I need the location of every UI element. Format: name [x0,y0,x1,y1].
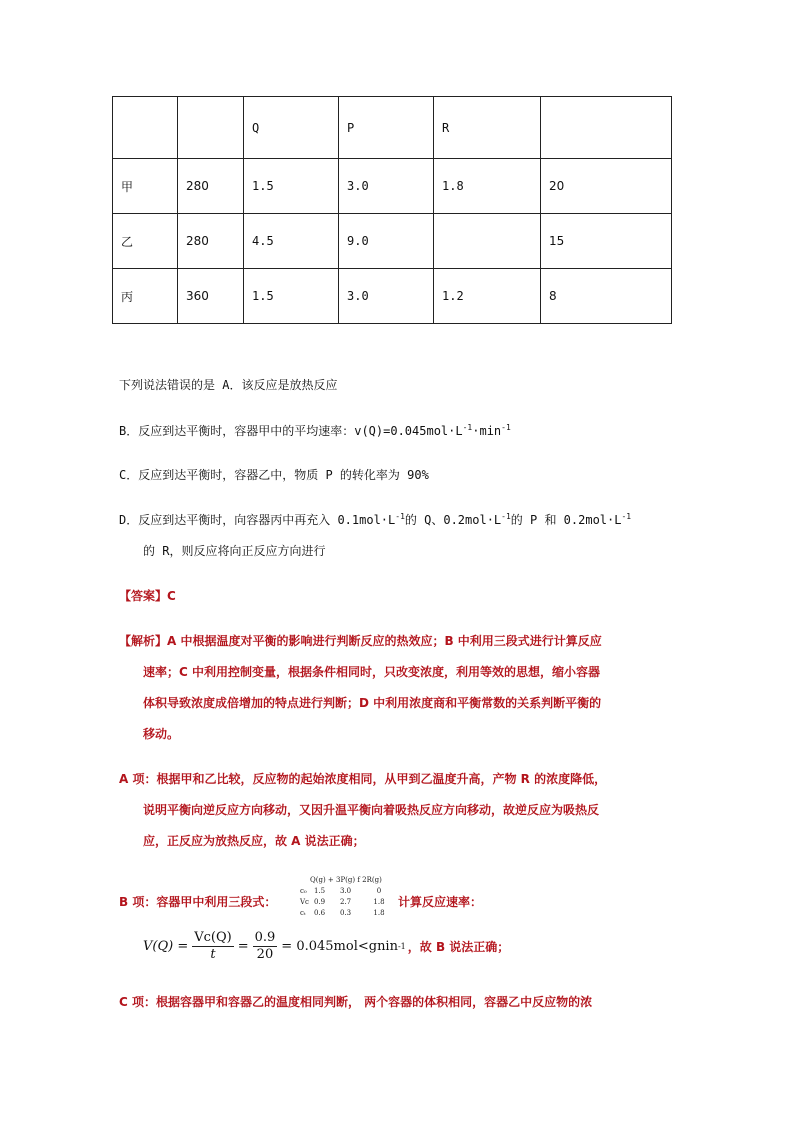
mini-row [300,886,392,897]
three-step-table [300,875,392,919]
table-cell [113,97,178,159]
mini-cell: 2.7 [340,898,352,906]
superscript: -1 [462,423,473,432]
superscript: -1 [501,512,511,521]
item-b-prefix: B 项：容器甲中利用三段式： [119,895,277,909]
fraction-denominator: 20 [256,947,274,962]
table-row [113,214,672,269]
mini-cell: 0.6 [314,909,326,917]
table-cell: 丙 [113,269,178,324]
table-cell: 3.0 [339,269,434,324]
mini-row [300,908,392,919]
table-cell: 1.5 [244,269,339,324]
fraction [253,930,278,963]
table-cell: R [434,97,541,159]
mini-cell: Vc [300,898,309,906]
table-cell [434,214,541,269]
table-cell: 1.8 [434,159,541,214]
item-b-suffix: 计算反应速率： [398,895,483,909]
superscript: -1 [397,942,406,951]
table-cell: P [339,97,434,159]
table-cell: 1.5 [244,159,339,214]
rate-formula [143,930,509,963]
superscript: -1 [501,423,511,432]
table-cell: 4.5 [244,214,339,269]
mini-cell: 0.9 [314,898,326,906]
analysis-line: 【解析】A 中根据温度对平衡的影响进行判断反应的热效应；B 中利用三段式进行计算反应 [119,634,602,648]
table-cell: 9.0 [339,214,434,269]
table-cell [178,97,244,159]
table-cell: 20 [541,159,672,214]
mini-cell: 0 [376,887,382,895]
question-stem: 下列说法错误的是 A．该反应是放热反应 [119,378,338,392]
mini-cell: 0.3 [340,909,352,917]
mini-cell: 1.8 [373,909,385,917]
option-d-text: 的 Q、0.2mol·L [404,513,502,527]
table-cell: 280 [178,214,244,269]
mini-cell: cₜ [300,909,306,917]
option-d-text: 的 P 和 0.2mol·L [510,513,622,527]
data-table [112,96,672,324]
answer-label: 【答案】C [119,589,176,603]
option-d-line2: 的 R，则反应将向正反应方向进行 [143,544,326,558]
fraction-numerator: 0.9 [254,930,276,945]
formula-lhs: V(Q) = [143,939,189,954]
equals-sign: = [237,939,249,954]
superscript: -1 [395,512,405,521]
table-cell: Q [244,97,339,159]
analysis-line: 体积导致浓度成倍增加的特点进行判断；D 中利用浓度商和平衡常数的关系判断平衡的 [143,696,602,710]
item-a-line: 应，正反应为放热反应，故 A 说法正确； [143,834,365,848]
option-b [119,422,511,439]
table-cell: 280 [178,159,244,214]
table-header-row [113,97,672,159]
table-cell: 乙 [113,214,178,269]
item-a-line: A 项：根据甲和乙比较，反应物的起始浓度相同，从甲到乙温度升高，产物 R 的浓度降低， [119,772,607,786]
fraction-numerator: Vc(Q) [194,930,232,945]
table-cell: 1.2 [434,269,541,324]
table-cell: 15 [541,214,672,269]
analysis-line: 速率；C 中利用控制变量，根据条件相同时，只改变浓度，利用等效的思想，缩小容器 [143,665,600,679]
mini-cell: 1.8 [373,898,385,906]
option-c: C．反应到达平衡时，容器乙中，物质 P 的转化率为 90% [119,468,429,482]
formula-tail: ，故 B 说法正确； [407,940,510,954]
mini-equation: Q(g) + 3P(g) f 2R(g) [310,876,382,884]
table-row [113,159,672,214]
table-cell: 3.0 [339,159,434,214]
fraction [192,930,233,963]
table-cell: 甲 [113,159,178,214]
mini-cell: c₀ [300,887,307,895]
option-d-line1 [119,511,631,528]
mini-cell: 1.5 [314,887,326,895]
analysis-line: 移动。 [143,727,180,741]
option-b-unit: ·min [472,424,502,438]
option-d-text: D．反应到达平衡时，向容器丙中再充入 0.1mol·L [119,513,396,527]
table-cell [541,97,672,159]
table-cell: 8 [541,269,672,324]
fraction-denominator: t [210,947,216,962]
item-c-line: C 项：根据容器甲和容器乙的温度相同判断， 两个容器的体积相同，容器乙中反应物的浓 [119,995,593,1009]
option-b-text: B．反应到达平衡时，容器甲中的平均速率：v(Q)=0.045mol·L [119,424,463,438]
formula-result: = 0.045mol<gnin [281,939,398,954]
table-cell: 360 [178,269,244,324]
superscript: -1 [621,512,632,521]
item-a-line: 说明平衡向逆反应方向移动，又因升温平衡向着吸热反应方向移动，故逆反应为吸热反 [143,803,600,817]
mini-cell: 3.0 [340,887,352,895]
mini-row [300,897,392,908]
table-row [113,269,672,324]
